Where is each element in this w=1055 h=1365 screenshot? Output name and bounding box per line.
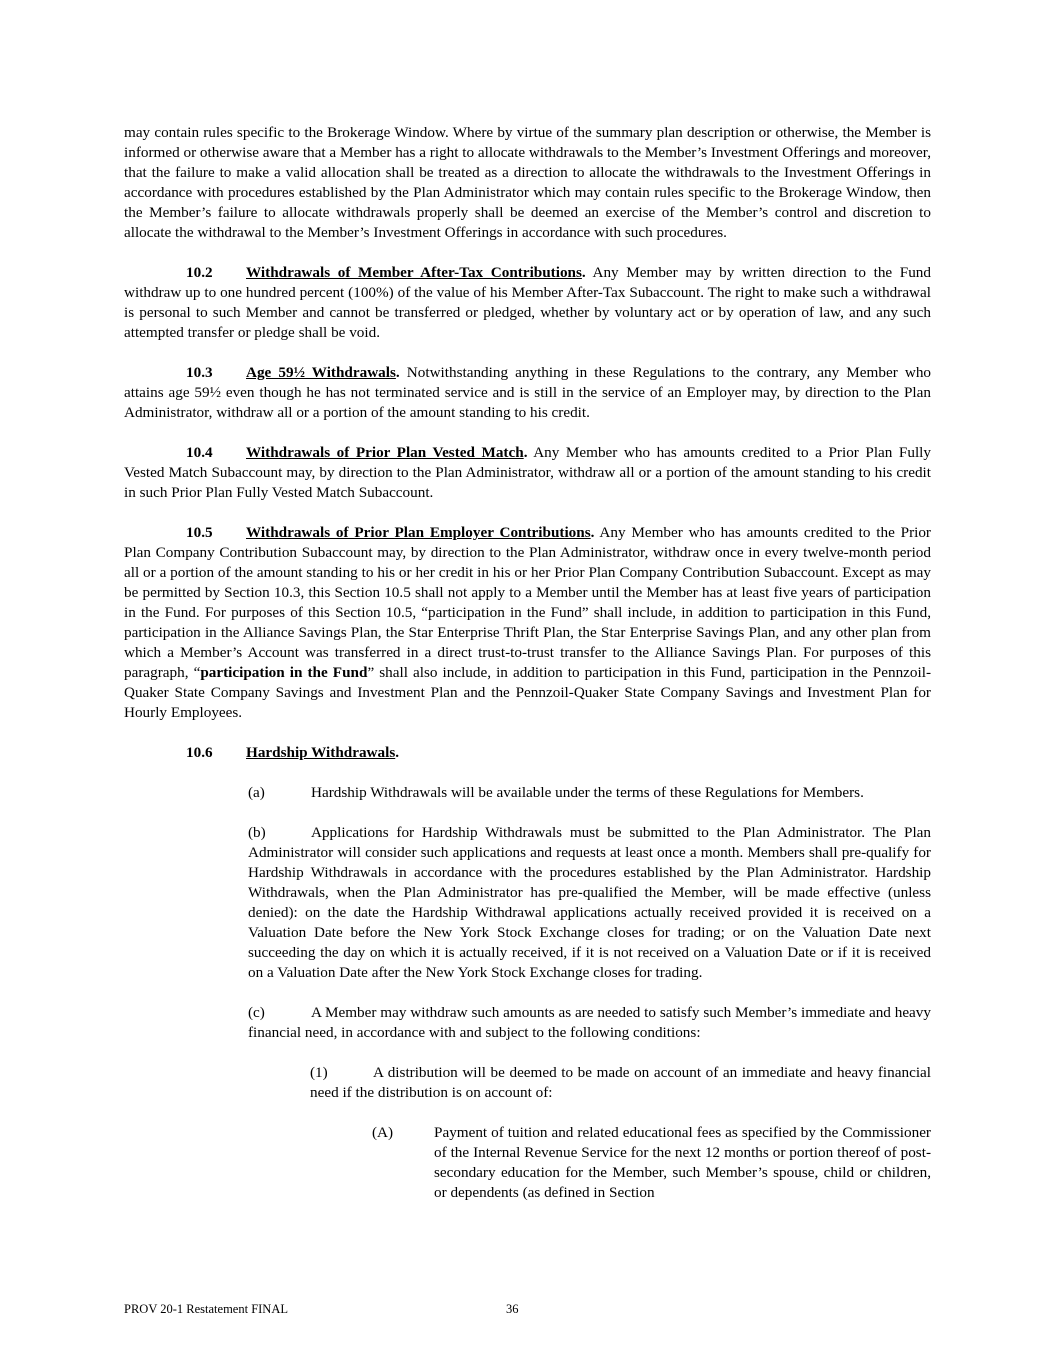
section-10-2: 10.2 Withdrawals of Member After-Tax Contributions. Any Member may by written direction to the Fund withdraw up to one hundred percent (100%) of the value of his Member After-Tax Subaccount. The right to make such a withdrawal is personal to such Member and cannot be transferred or pledged, whether by voluntary act or by operation of law, and any such attempted transfer or pledge shall be void. [124,264,931,341]
subsection-text: Applications for Hardship Withdrawals must be submitted to the Plan Administrator. The Plan Administrator will consider such applications and requests at least once a month. Members shall pre-qualify for Hardship Withdrawals in accordance with the procedures established by the Plan Administrator. Hardship Withdrawals, when the Plan Administrator has pre-qualified the Member, will be made effective (unless denied): on the date the Hardship Withdrawal applications actually received provided it is received on a Valuation Date before the New York Stock Exchange closes for trading; or on the Valuation Date next succeeding the day on which it is actually received, if it is not received on a Valuation Date or if it is received on a Valuation Date after the New York Stock Exchange closes for trading. [248,824,931,981]
section-heading: Withdrawals of Prior Plan Employer Contributions [246,524,591,541]
section-10-5: 10.5 Withdrawals of Prior Plan Employer Contributions. Any Member who has amounts credited to the Prior Plan Company Contribution Subaccount may, by direction to the Plan Administrator, withdraw once in every twelve-month period all or a portion of the amount standing to his or her credit in his or her Prior Plan Company Contribution Subaccount. Except as may be permitted by Section 10.3, this Section 10.5 shall not apply to a Member until the Member has at least five years of participation in the Fund. For purposes of this Section 10.5, “participation in the Fund” shall include, in addition to participation in this Fund, participation in the Alliance Savings Plan, the Star Enterprise Thrift Plan, the Star Enterprise Savings Plan, and any other plan from which a Member’s Account was transferred in a direct trust-to-trust transfer to the Alliance Savings Plan. For purposes of this paragraph, “participation in the Fund” shall also include, in addition to participation in this Fund, participation in the Pennzoil-Quaker State Company Savings and Investment Plan and the Pennzoil-Quaker State Company Savings and Investment Plan for Hourly Employees. [124,524,932,721]
section-number: 10.5 [186,524,213,541]
subsection-c [124,1003,931,1043]
document-page [124,123,931,1203]
defined-term: participation in the Fund [200,664,368,681]
section-number: 10.6 [186,744,213,761]
subsection-label: (c) [248,1004,265,1021]
section-text: Any Member who has amounts credited to the Prior Plan Company Contribution Subaccount may, by direction to the Plan Administrator, withdraw once in every twelve-month period all or a portion of the amount standing to his or her credit in his or her Prior Plan Company Contribution Subaccount. Except as may be permitted by Section 10.3, this Section 10.5 shall not apply to a Member until the Member has at least five years of participation in the Fund. For purposes of this Section 10.5, “participation in the Fund” shall include, in addition to participation in this Fund, participation in the Alliance Savings Plan, the Star Enterprise Thrift Plan, the Star Enterprise Savings Plan, and any other plan from which a Member’s Account was transferred in a direct trust-to-trust transfer to the Alliance Savings Plan. For purposes of this paragraph, “ [124,524,931,681]
section-10-6-heading: 10.6 Hardship Withdrawals. [186,744,400,761]
subsection-a [248,783,931,803]
section-10-4: 10.4 Withdrawals of Prior Plan Vested Match. Any Member who has amounts credited to a Prior Plan Fully Vested Match Subaccount may, by direction to the Plan Administrator, withdraw all or a portion of the amount standing to his credit in such Prior Plan Fully Vested Match Subaccount. [124,444,932,501]
footer-page-number: 36 [506,1302,519,1316]
subsection-b [124,823,931,983]
subsection-text: Hardship Withdrawals will be available under the terms of these Regulations for Members. [311,784,864,801]
section-number: 10.3 [186,364,213,381]
section-10-3: 10.3 Age 59½ Withdrawals. Notwithstanding anything in these Regulations to the contrary, any Member who attains age 59½ even though he has not terminated service and is still in the service of an Employer may, by direction to the Plan Administrator, withdraw all or a portion of the amount standing to his credit. [124,364,932,421]
item-A [372,1123,931,1203]
footer-document-id: PROV 20-1 Restatement FINAL [124,1302,288,1316]
item-label: (A) [372,1124,394,1141]
subsection-c-1 [124,1063,931,1103]
item-text: Payment of tuition and related educational fees as specified by the Commissioner of the Internal Revenue Service for the next 12 months or portion thereof of post-secondary education for the Member, such Member’s spouse, child or children, or dependents (as defined in Section [434,1124,931,1201]
subsection-text: A Member may withdraw such amounts as are needed to satisfy such Member’s immediate and heavy financial need, in accordance with and subject to the following conditions: [248,1004,931,1041]
section-text: Any Member may by written direction to the Fund withdraw up to one hundred percent (100%) of the value of his Member After-Tax Subaccount. The right to make such a withdrawal is personal to such Member and cannot be transferred or pledged, whether by voluntary act or by operation of law, and any such attempted transfer or pledge shall be void. [124,264,931,341]
section-number: 10.2 [186,264,213,281]
section-text: Any Member who has amounts credited to a Prior Plan Fully Vested Match Subaccount may, by direction to the Plan Administrator, withdraw all or a portion of the amount standing to his credit in such Prior Plan Fully Vested Match Subaccount. [124,444,932,501]
subsection-text: A distribution will be deemed to be made on account of an immediate and heavy financial need if the distribution is on account of: [310,1064,931,1101]
section-heading: Withdrawals of Member After-Tax Contributions [246,264,582,281]
subsection-label: (a) [248,784,265,801]
section-heading: Hardship Withdrawals [246,744,396,761]
subsection-label: (1) [310,1064,328,1081]
section-text-continued: ” shall also include, in addition to participation in this Fund, participation in the Pennzoil-Quaker State Company Savings and Investment Plan and the Pennzoil-Quaker State Company Savings and Investment Plan for Hourly Employees. [124,664,932,721]
section-heading: Withdrawals of Prior Plan Vested Match [246,444,524,461]
section-heading: Age 59½ Withdrawals [246,364,396,381]
section-number: 10.4 [186,444,213,461]
intro-paragraph: may contain rules specific to the Brokerage Window. Where by virtue of the summary plan description or otherwise, the Member is informed or otherwise aware that a Member has a right to allocate withdrawals to the Member’s Investment Offerings and moreover, that the failure to make a valid allocation shall be treated as a direction to allocate the withdrawals to the Investment Offerings in accordance with procedures established by the Plan Administrator which may contain rules specific to the Brokerage Window, then the Member’s failure to allocate withdrawals properly shall be deemed an exercise of the Member’s control and discretion to allocate the withdrawal to the Member’s Investment Offerings in accordance with such procedures. [124,124,931,241]
subsection-label: (b) [248,824,266,841]
section-text: Notwithstanding anything in these Regulations to the contrary, any Member who attains age 59½ even though he has not terminated service and is still in the service of an Employer may, by direction to the Plan Administrator, withdraw all or a portion of the amount standing to his credit. [124,364,932,421]
